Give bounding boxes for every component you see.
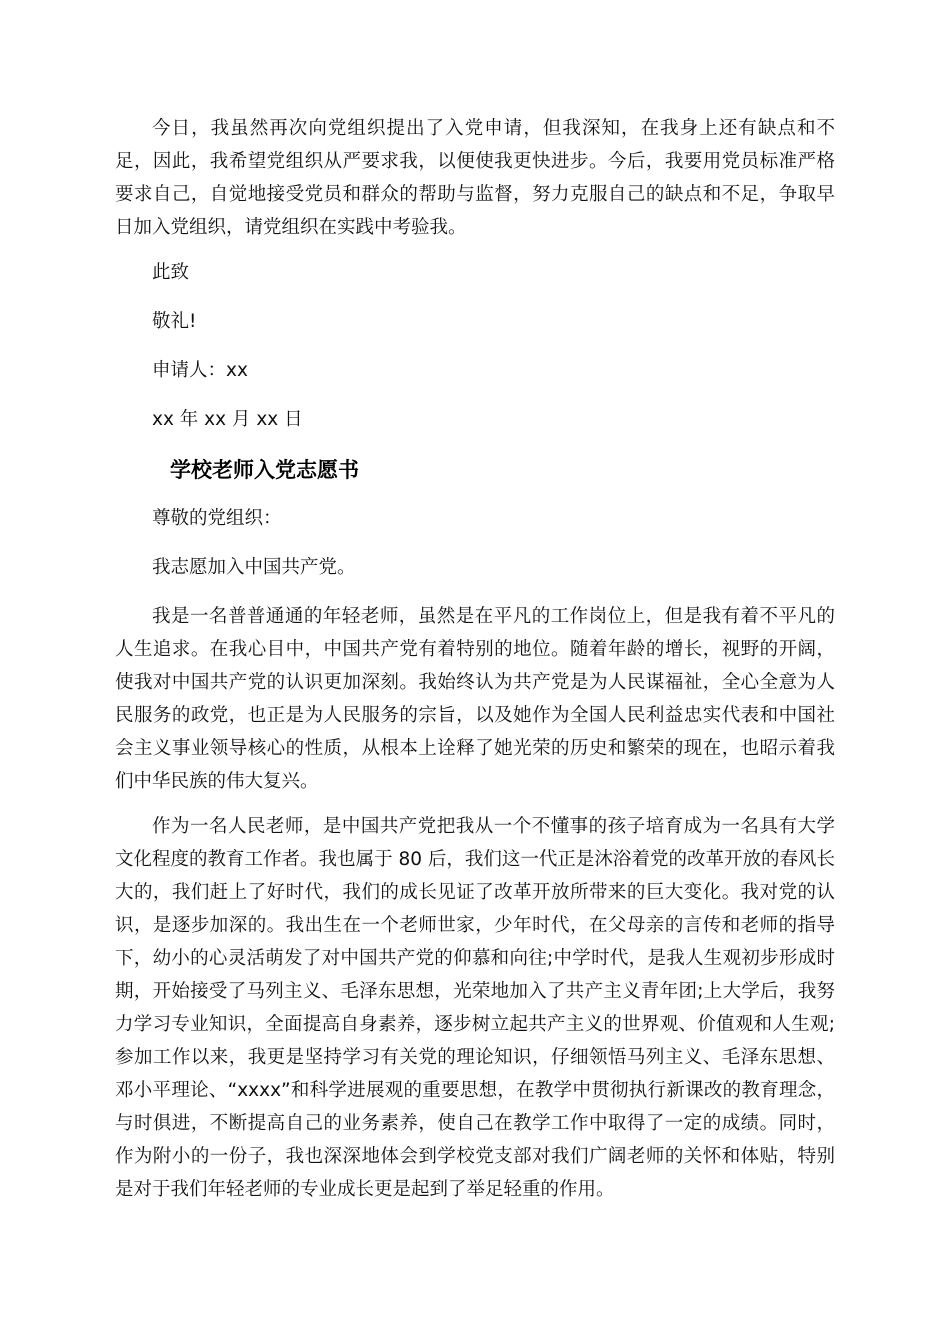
closing-paragraph: 今日，我虽然再次向党组织提出了入党申请，但我深知，在我身上还有缺点和不足，因此，我希望党组织从严要求我，以便使我更快进步。今后，我要用党员标准严格要求自己，自觉地接受党员和群众的帮助与监督，努力克服自己的缺点和不足，争取早日加入党组织，请党组织在实践中考验我。 — [115, 118, 835, 238]
article-title: 学校老师入党志愿书 — [170, 458, 359, 482]
letter-date: xx 年 xx 月 xx 日 — [152, 409, 303, 430]
article-paragraph-2: 作为一名人民老师，是中国共产党把我从一个不懂事的孩子培育成为一名具有大学文化程度的教育工作者。我也属于 80 后，我们这一代正是沐浴着党的改革开放的春风长大的，我们赶上了好时代，我们的成长见证了改革开放所带来的巨大变化。我对党的认识，是逐步加深的。我出生在一个老师世家，少年时代，在父母亲的言传和老师的指导下，幼小的心灵活萌发了对中国共产党的仰慕和向往;中学时代，是我人生观初步形成时期，开始接受了马列主义、毛泽东思想，光荣地加入了共产主义青年团;上大学后，我努力学习专业知识，全面提高自身素养，逐步树立起共产主义的世界观、价值观和人生观;参加工作以来，我更是坚持学习有关党的理论知识，仔细领悟马列主义、毛泽东思想、邓小平理论、“xxxx”和科学进展观的重要思想，在教学中贯彻执行新课改的教育理念，与时俱进，不断提高自己的业务素养，使自己在教学工作中取得了一定的成绩。同时，作为附小的一份子，我也深深地体会到学校党支部对我们广阔老师的关怀和体贴，特别是对于我们年轻老师的专业成长更是起到了举足轻重的作用。 — [115, 816, 835, 1200]
applicant-signature: 申请人：xx — [152, 360, 248, 381]
article-paragraph-1: 我是一名普普通通的年轻老师，虽然是在平凡的工作岗位上，但是我有着不平凡的人生追求。在我心目中，中国共产党有着特别的地位。随着年龄的增长，视野的开阔，使我对中国共产党的认识更加深刻。我始终认为共产党是为人民谋福祉，全心全意为人民服务的政党，也正是为人民服务的宗旨，以及她作为全国人民利益忠实代表和中国社会主义事业领导核心的性质，从根本上诠释了她光荣的历史和繁荣的现在，也昭示着我们中华民族的伟大复兴。 — [115, 606, 835, 792]
article-greeting: 尊敬的党组织： — [152, 508, 282, 529]
salutation-cizhi: 此致 — [152, 262, 190, 283]
salutation-jingli: 敬礼! — [152, 311, 197, 332]
article-intro: 我志愿加入中国共产党。 — [152, 557, 356, 578]
document-body — [115, 112, 835, 1218]
